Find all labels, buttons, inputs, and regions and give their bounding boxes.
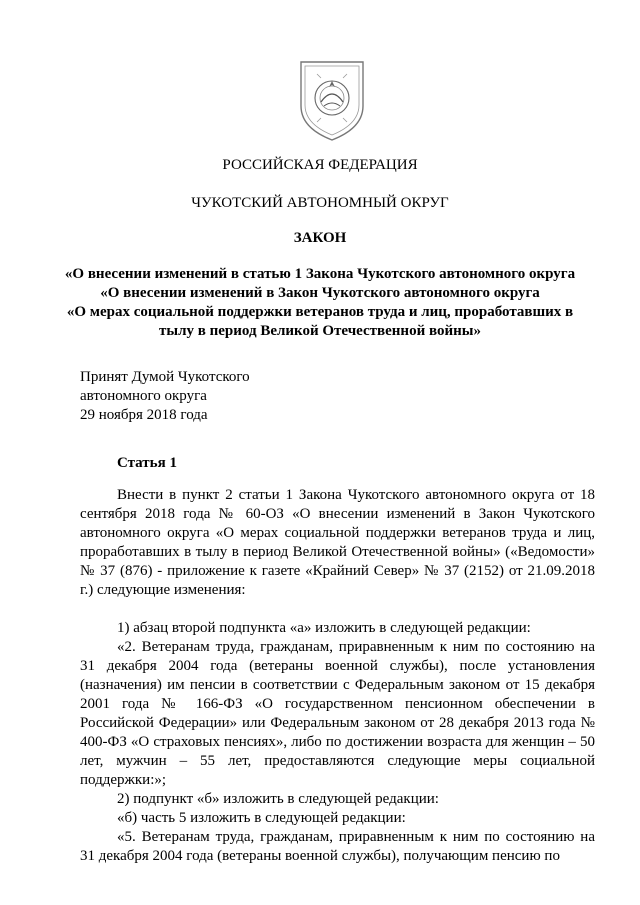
header-document-type: ЗАКОН [293, 230, 347, 246]
coat-of-arms-icon [297, 56, 367, 142]
item-2: 2) подпункт «б» изложить в следующей редакции: [117, 791, 439, 807]
article-body [80, 486, 595, 866]
quote-1: «2. Ветеранам труда, гражданам, приравненным к ним по состоянию на 31 декабря 2004 года (ветераны военной службы), после установления (назначения) им пенсии в соответствии с Федеральным законом от 15 декабря 2001 года № 166-ФЗ «О государственном пенсионном обеспечении в Российской Федерации» или Федеральным законом от 28 декабря 2013 года № 400-ФЗ «О страховых пенсиях», либо по достижении возраста для женщин – 50 лет, мужчин – 55 лет, предоставляются следующие меры социальной поддержки:»; [80, 639, 595, 788]
law-title-line: «О внесении изменений в статью 1 Закона Чукотского автономного округа [64, 266, 576, 282]
adoption-date: 29 ноября 2018 года [80, 407, 208, 423]
article-heading: Статья 1 [117, 455, 177, 471]
adoption-info [80, 368, 250, 425]
header-country: РОССИЙСКАЯ ФЕДЕРАЦИЯ [222, 157, 418, 173]
adoption-line: Принят Думой Чукотского [80, 369, 250, 385]
law-title [60, 265, 580, 341]
law-title-line: тылу в период Великой Отечественной войны» [159, 323, 481, 339]
law-title-line: «О мерах социальной поддержки ветеранов труда и лиц, проработавших в [66, 304, 574, 320]
adoption-line: автономного округа [80, 388, 207, 404]
article-intro: Внести в пункт 2 статьи 1 Закона Чукотского автономного округа от 18 сентября 2018 года № 60-ОЗ «О внесении изменений в Закон Чукотского автономного округа «О мерах социальной поддержки ветеранов труда и лиц, проработавших в тылу в период Великой Отечественной войны» («Ведомости» № 37 (876) - приложение к газете «Крайний Север» № 37 (2152) от 21.09.2018 г.) следующие изменения: [80, 487, 595, 598]
law-title-line: «О внесении изменений в Закон Чукотского автономного округа [100, 285, 540, 301]
item-1: 1) абзац второй подпункта «а» изложить в следующей редакции: [117, 620, 531, 636]
quote-2: «5. Ветеранам труда, гражданам, приравненным к ним по состоянию на 31 декабря 2004 года (ветераны военной службы), получающим пенсию по [80, 829, 595, 864]
sub-item-b: «б) часть 5 изложить в следующей редакции: [117, 810, 406, 826]
header-region: ЧУКОТСКИЙ АВТОНОМНЫЙ ОКРУГ [191, 195, 449, 211]
